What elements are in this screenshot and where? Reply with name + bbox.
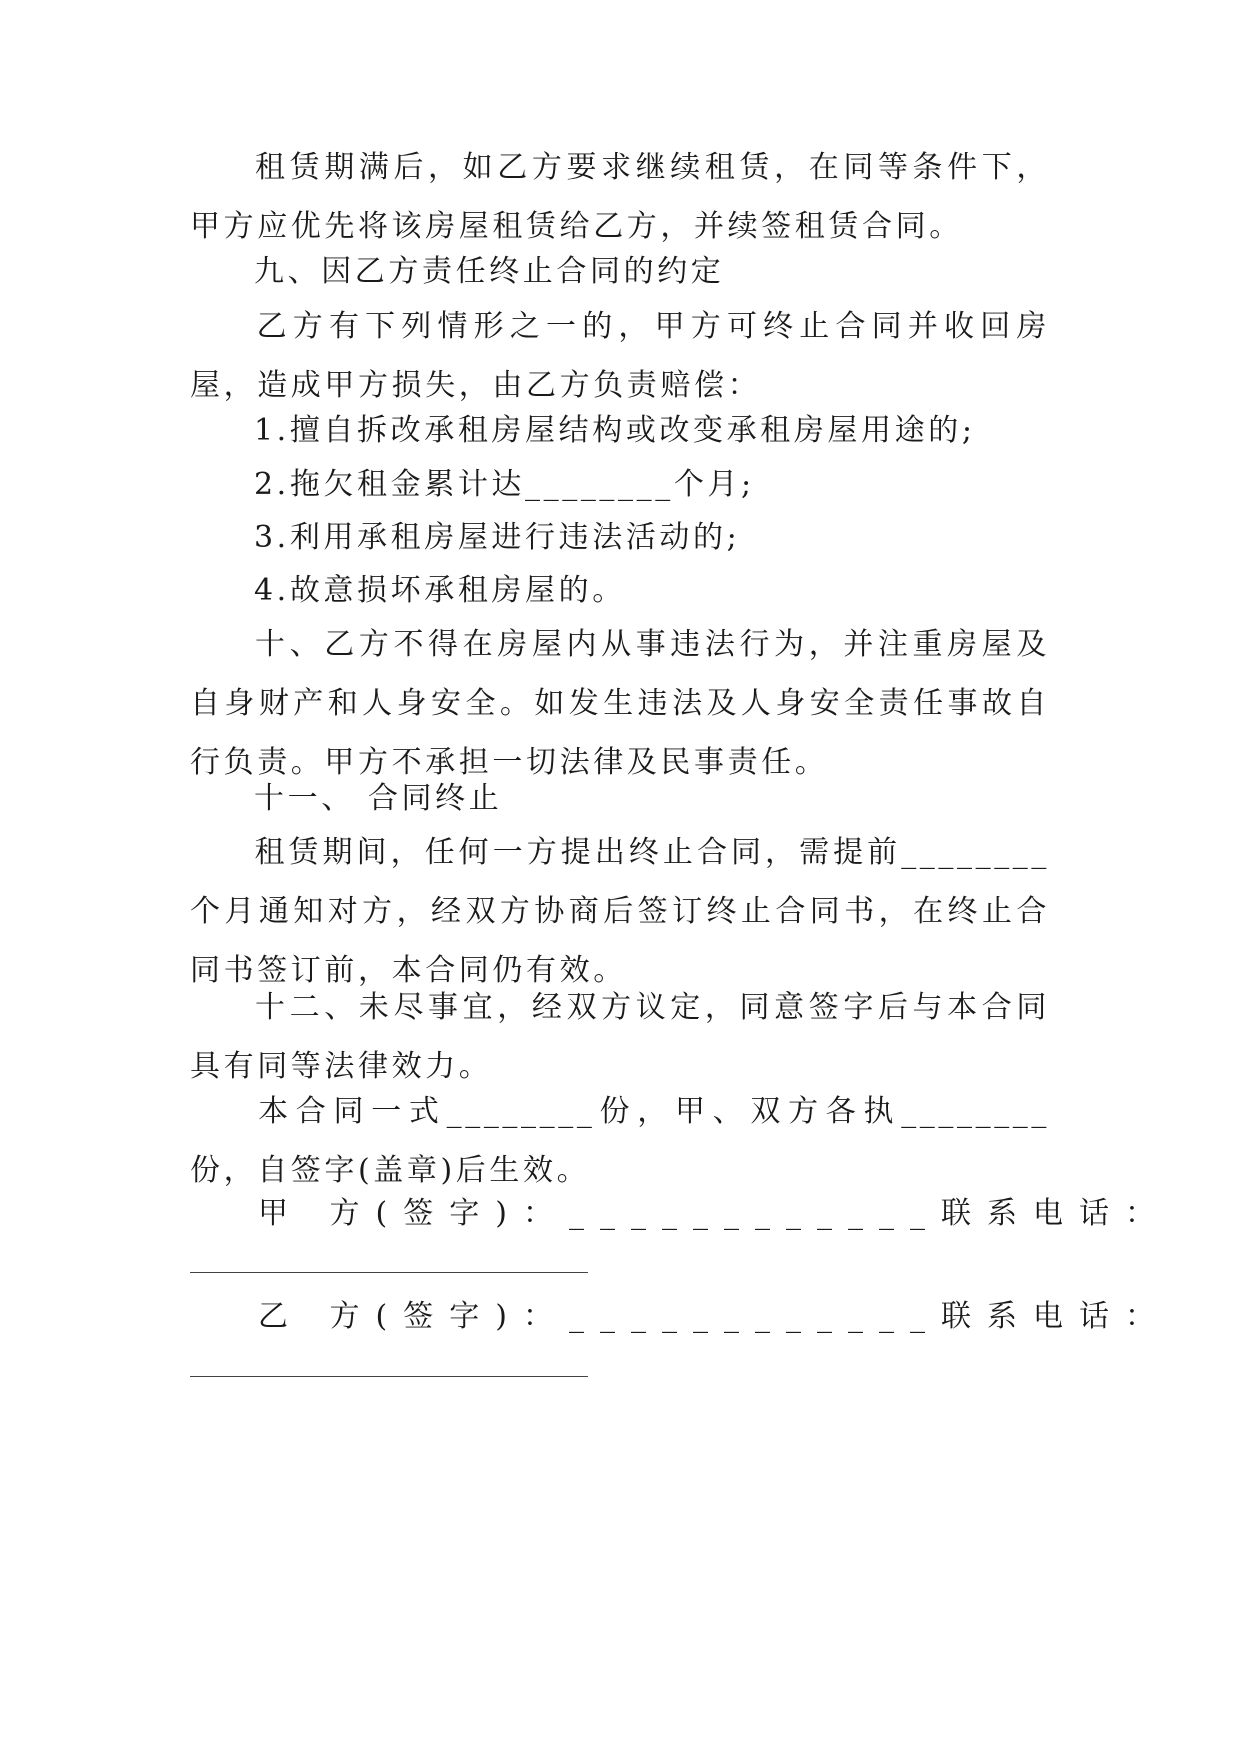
paragraph-termination-conditions: [190, 297, 1050, 415]
paragraph-contract-termination: [190, 823, 1050, 1000]
paragraph-text: 十、乙方不得在房屋内从事违法行为，并注重房屋及自身财产和人身安全。如发生违法及人身安全责任事故自行负责。甲方不承担一切法律及民事责任。: [190, 627, 1050, 780]
signature-party-a: 甲 方(签字)：____________联系电话：: [258, 1196, 1171, 1231]
list-item-text: 3.利用承租房屋进行违法活动的;: [254, 520, 741, 555]
paragraph-text: 乙方有下列情形之一的，甲方可终止合同并收回房屋，造成甲方损失，由乙方负责赔偿：: [190, 309, 1050, 403]
phone-underline-party-b: [190, 1376, 588, 1377]
signature-party-b: 乙 方(签字)：____________联系电话：: [258, 1299, 1171, 1334]
list-item-2: [190, 455, 1050, 514]
section-heading-nine: [190, 242, 1050, 301]
list-item-text: 2.拖欠租金累计达________个月;: [254, 467, 755, 502]
paragraph-text: 本合同一式________份，甲、双方各执________份，自签字(盖章)后生效。: [190, 1094, 1050, 1188]
list-item-1: [190, 401, 1050, 460]
paragraph-text: 租赁期间，任何一方提出终止合同，需提前________个月通知对方，经双方协商后签订终止合同书，在终止合同书签订前，本合同仍有效。: [190, 835, 1050, 988]
section-twelve: [190, 978, 1050, 1096]
paragraph-text: 十二、未尽事宜，经双方议定，同意签字后与本合同具有同等法律效力。: [190, 990, 1050, 1084]
list-item-3: [190, 508, 1050, 567]
paragraph-renewal: [190, 138, 1050, 256]
list-item-text: 1.擅自拆改承租房屋结构或改变承租房屋用途的;: [254, 413, 976, 448]
phone-underline-party-a: [190, 1272, 588, 1273]
list-item-4: [190, 561, 1050, 620]
section-ten: [190, 615, 1050, 792]
heading-text: 十一、 合同终止: [254, 781, 503, 816]
heading-text: 九、因乙方责任终止合同的约定: [254, 254, 725, 289]
section-heading-eleven: [190, 769, 1050, 828]
paragraph-copies: [190, 1082, 1050, 1200]
list-item-text: 4.故意损坏承租房屋的。: [254, 573, 626, 608]
paragraph-text: 租赁期满后，如乙方要求继续租赁，在同等条件下，甲方应优先将该房屋租赁给乙方，并续签租赁合同。: [190, 150, 1050, 244]
